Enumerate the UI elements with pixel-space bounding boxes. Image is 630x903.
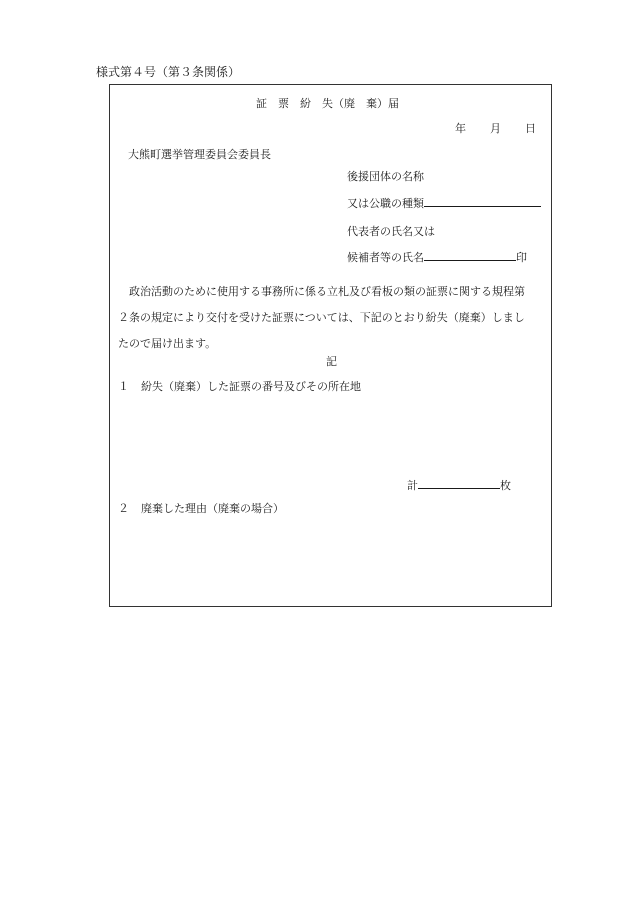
- form-label: 様式第４号（第３条関係）: [96, 65, 241, 79]
- body-line-2: ２条の規定により交付を受けた証票については、下記のとおり紛失（廃棄）しまし: [118, 311, 525, 324]
- body-line-1: 政治活動のために使用する事務所に係る立札及び看板の類の証票に関する規程第: [129, 285, 525, 298]
- office-type-row: [347, 195, 541, 211]
- rep-name-blank: [424, 249, 516, 261]
- office-type-blank: [424, 195, 541, 207]
- item-1-number: １: [118, 380, 129, 393]
- org-name-label: 後援団体の名称: [347, 170, 424, 183]
- ki-heading: 記: [326, 355, 337, 368]
- addressee: 大熊町選挙管理委員会委員長: [128, 148, 271, 161]
- item-2: [118, 502, 284, 516]
- rep-name-label-2: 候補者等の氏名: [347, 251, 424, 264]
- item-1-text: 紛失（廃棄）した証票の番号及びその所在地: [141, 380, 361, 393]
- form-title: 証 票 紛 失（廃 棄）届: [256, 97, 399, 110]
- date-year: 年: [455, 122, 466, 135]
- item-1: [118, 380, 361, 394]
- count-prefix: 計: [407, 479, 418, 492]
- body-paragraph: [118, 279, 548, 357]
- count-blank: [418, 477, 500, 489]
- rep-name-row: [347, 249, 527, 265]
- count-suffix: 枚: [500, 479, 511, 492]
- item-2-number: ２: [118, 502, 129, 515]
- date-month: 月: [490, 122, 501, 135]
- count-row: [407, 477, 511, 493]
- seal-mark: 印: [516, 251, 527, 264]
- date-day: 日: [525, 122, 536, 135]
- office-type-label: 又は公職の種類: [347, 197, 424, 210]
- rep-name-label-1: 代表者の氏名又は: [347, 225, 435, 238]
- body-line-3: たので届け出ます。: [118, 337, 217, 350]
- item-2-text: 廃棄した理由（廃棄の場合）: [141, 502, 284, 515]
